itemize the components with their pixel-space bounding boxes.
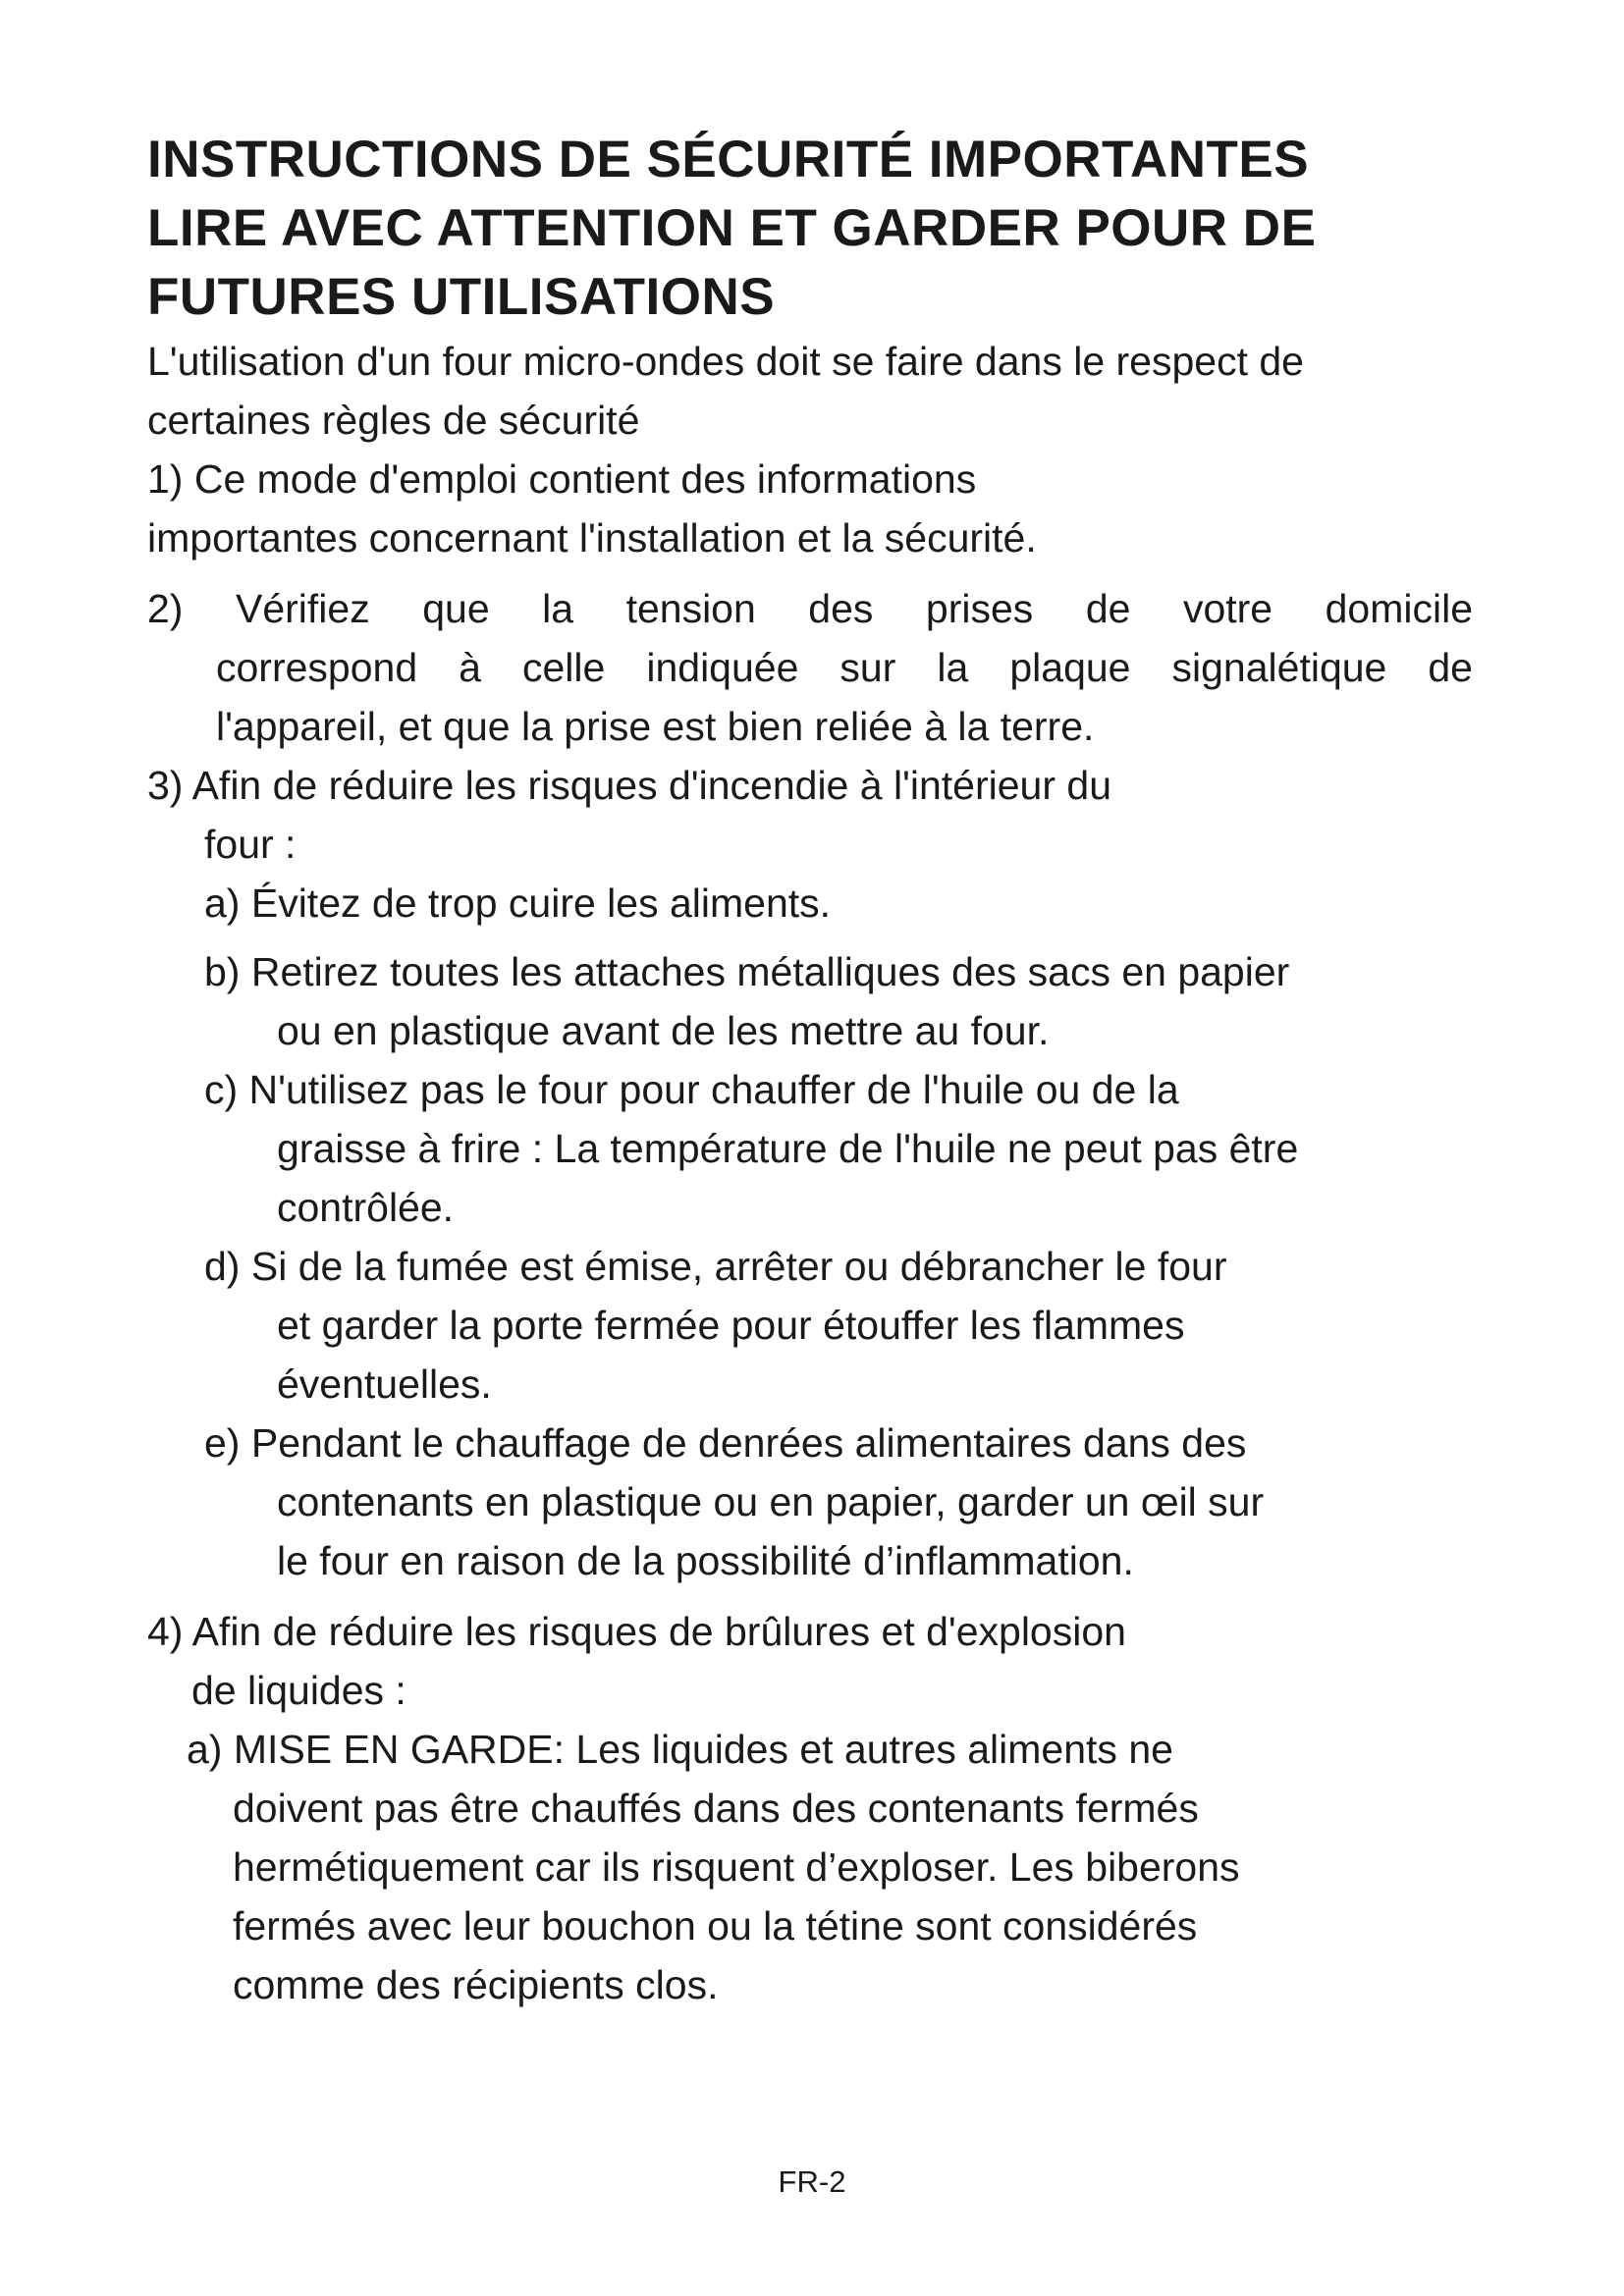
item-3e-line-1: e) Pendant le chauffage de denrées alimentaires dans des [204, 1420, 1247, 1466]
item-3e-line-2: contenants en plastique ou en papier, garder un œil sur [277, 1479, 1265, 1524]
item-3-subitem-c [147, 1060, 1473, 1237]
item-3c-line-3: contrôlée. [277, 1185, 455, 1230]
item-3a-line-1: a) Évitez de trop cuire les aliments. [204, 881, 832, 926]
item-3e-line-3: le four en raison de la possibilité d’inflammation. [277, 1538, 1134, 1583]
item-3 [147, 756, 1473, 1590]
title-line-1: INSTRUCTIONS DE SÉCURITÉ IMPORTANTES [147, 131, 1310, 188]
item-3-subitem-b [147, 942, 1473, 1060]
item-4a-line-4: fermés avec leur bouchon ou la tétine sont considérés [233, 1903, 1198, 1949]
intro-line-1: L'utilisation d'un four micro-ondes doit se faire dans le respect de [147, 339, 1304, 384]
item-4a-line-2: doivent pas être chauffés dans des contenants fermés [233, 1786, 1199, 1831]
title-line-3: FUTURES UTILISATIONS [147, 268, 776, 326]
page-title [147, 126, 1473, 332]
item-4-line-2: de liquides : [191, 1668, 406, 1713]
item-1-line-2: importantes concernant l'installation et la sécurité. [147, 515, 1037, 561]
title-line-2: LIRE AVEC ATTENTION ET GARDER POUR DE [147, 199, 1317, 257]
item-4a-line-3: hermétiquement car ils risquent d’exploser. Les biberons [233, 1844, 1240, 1890]
item-4-line-1: 4) Afin de réduire les risques de brûlures et d'explosion [147, 1609, 1126, 1654]
item-1 [147, 450, 1473, 567]
item-3c-line-1: c) N'utilisez pas le four pour chauffer de l'huile ou de la [204, 1067, 1179, 1112]
item-2-line-1: 2) Vérifiez que la tension des prises de votre domicile [147, 586, 1473, 631]
intro-paragraph [147, 332, 1473, 450]
document-page [147, 126, 1473, 2014]
item-3-line-2: four : [204, 822, 297, 867]
item-3-subitem-d [147, 1237, 1473, 1414]
item-4-subitem-a [147, 1720, 1473, 2014]
item-4 [147, 1602, 1473, 2014]
item-3-subitem-e [147, 1414, 1473, 1590]
item-2-line-2: correspond à celle indiquée sur la plaque signalétique de [216, 645, 1473, 690]
item-2-line-3: l'appareil, et que la prise est bien reliée à la terre. [216, 704, 1095, 749]
item-1-line-1: 1) Ce mode d'emploi contient des informations [147, 456, 977, 502]
item-2 [147, 579, 1473, 756]
item-3-line-1: 3) Afin de réduire les risques d'incendie à l'intérieur du [147, 763, 1111, 808]
page-number: FR-2 [778, 2164, 846, 2199]
item-3-subitem-a [147, 874, 1473, 933]
item-3b-line-2: ou en plastique avant de les mettre au four. [277, 1008, 1050, 1053]
item-4a-line-1: a) MISE EN GARDE: Les liquides et autres aliments ne [187, 1727, 1173, 1772]
item-3d-line-2: et garder la porte fermée pour étouffer les flammes [277, 1303, 1185, 1348]
intro-line-2: certaines règles de sécurité [147, 398, 640, 443]
item-3b-line-1: b) Retirez toutes les attaches métalliques des sacs en papier [204, 949, 1290, 994]
item-3d-line-3: éventuelles. [277, 1362, 492, 1407]
item-3c-line-2: graisse à frire : La température de l'huile ne peut pas être [277, 1126, 1299, 1171]
item-3d-line-1: d) Si de la fumée est émise, arrêter ou débrancher le four [204, 1244, 1227, 1289]
item-4a-line-5: comme des récipients clos. [233, 1962, 719, 2007]
